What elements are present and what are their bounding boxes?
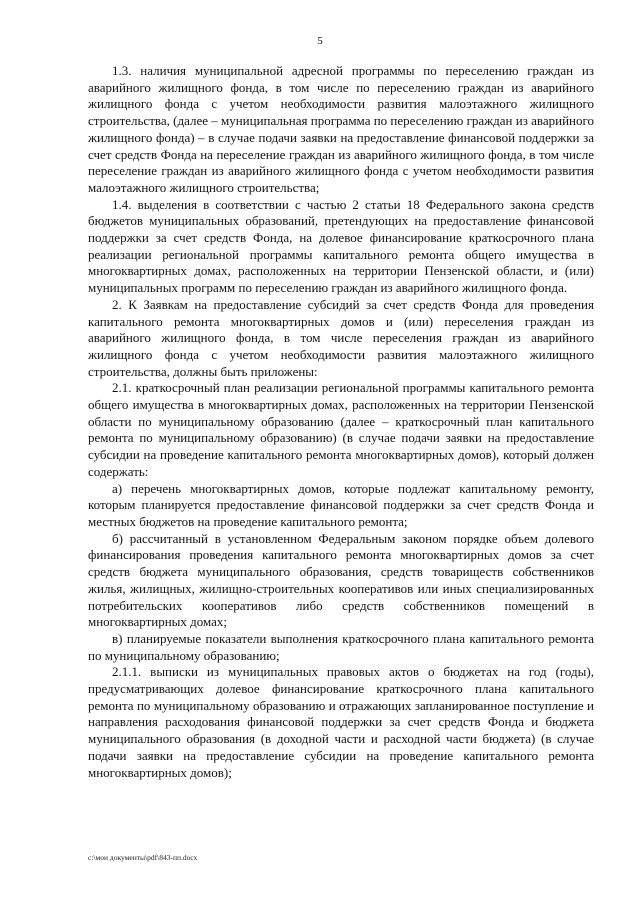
paragraph-2-1-1: 2.1.1. выписки из муниципальных правовых актов о бюджетах на год (годы), предусматривающих долевое финансирование краткосрочного плана капитального ремонта по муниципальному образованию и отражающих запланированное поступление и направления расходования финансовой поддержки за счет средств Фонда и бюджета муниципального образования (в доходной части и расходной части бюджета) (в случае подачи заявки на предоставление субсидии на проведение капитального ремонта многоквартирных домов); bbox=[88, 664, 594, 780]
paragraph-2-1-v: в) планируемые показатели выполнения краткосрочного плана капитального ремонта по муниципальному образованию; bbox=[88, 630, 594, 663]
paragraph-2-1-b: б) рассчитанный в установленном Федеральным законом порядке объем долевого финансирования проведения капитального ремонта многоквартирных домов за счет средств бюджета муниципального образования, средств товариществ собственников жилья, жилищных, жилищно-строительных кооперативов или иных специализированных потребительских кооперативов либо средств собственников помещений в многоквартирных домах; bbox=[88, 530, 594, 630]
paragraph-2: 2. К Заявкам на предоставление субсидий за счет средств Фонда для проведения капитального ремонта многоквартирных домов и (или) переселения граждан из аварийного жилищного фонда, в том числе переселения граждан из аварийного жилищного фонда с учетом необходимости развития малоэтажного жилищного строительства, должны быть приложены: bbox=[88, 296, 594, 379]
paragraph-1-4: 1.4. выделения в соответствии с частью 2 статьи 18 Федерального закона средств бюджетов муниципальных образований, претендующих на предоставление финансовой поддержки за счет средств Фонда, на долевое финансирование краткосрочного плана реализации региональной программы капитального ремонта общего имущества в многоквартирных домах, расположенных на территории Пензенской области, и (или) муниципальных программ по переселению граждан из аварийного жилищного фонда. bbox=[88, 196, 594, 296]
paragraph-2-1: 2.1. краткосрочный план реализации региональной программы капитального ремонта общего имущества в многоквартирных домах, расположенных на территории Пензенской области по муниципальному образованию (далее – краткосрочный план капитального ремонта по муниципальному образованию) (в случае подачи заявки на предоставление субсидии на проведение капитального ремонта многоквартирных домов), который должен содержать: bbox=[88, 380, 594, 479]
paragraph-1-3: 1.3. наличия муниципальной адресной программы по переселению граждан из аварийного жилищного фонда, в том числе по переселению граждан из аварийного жилищного фонда с учетом необходимости развития малоэтажного жилищного строительства, (далее – муниципальная программа по переселению граждан из аварийного жилищного фонда) – в случае подачи заявки на предоставление финансовой поддержки за счет средств Фонда на переселение граждан из аварийного жилищного фонда, в том числе переселение граждан из аварийного жилищного фонда с учетом необходимости развития малоэтажного жилищного строительства; bbox=[88, 63, 594, 195]
page-number: 5 bbox=[317, 35, 323, 47]
footer-file-path: c:\мои документы\pdf\843-пп.docx bbox=[88, 853, 198, 862]
paragraph-2-1-a: а) перечень многоквартирных домов, которые подлежат капитальному ремонту, которым планируется предоставление финансовой поддержки за счет средств Фонда и местных бюджетов на проведение капитального ремонта; bbox=[88, 480, 594, 529]
document-body bbox=[88, 63, 594, 781]
